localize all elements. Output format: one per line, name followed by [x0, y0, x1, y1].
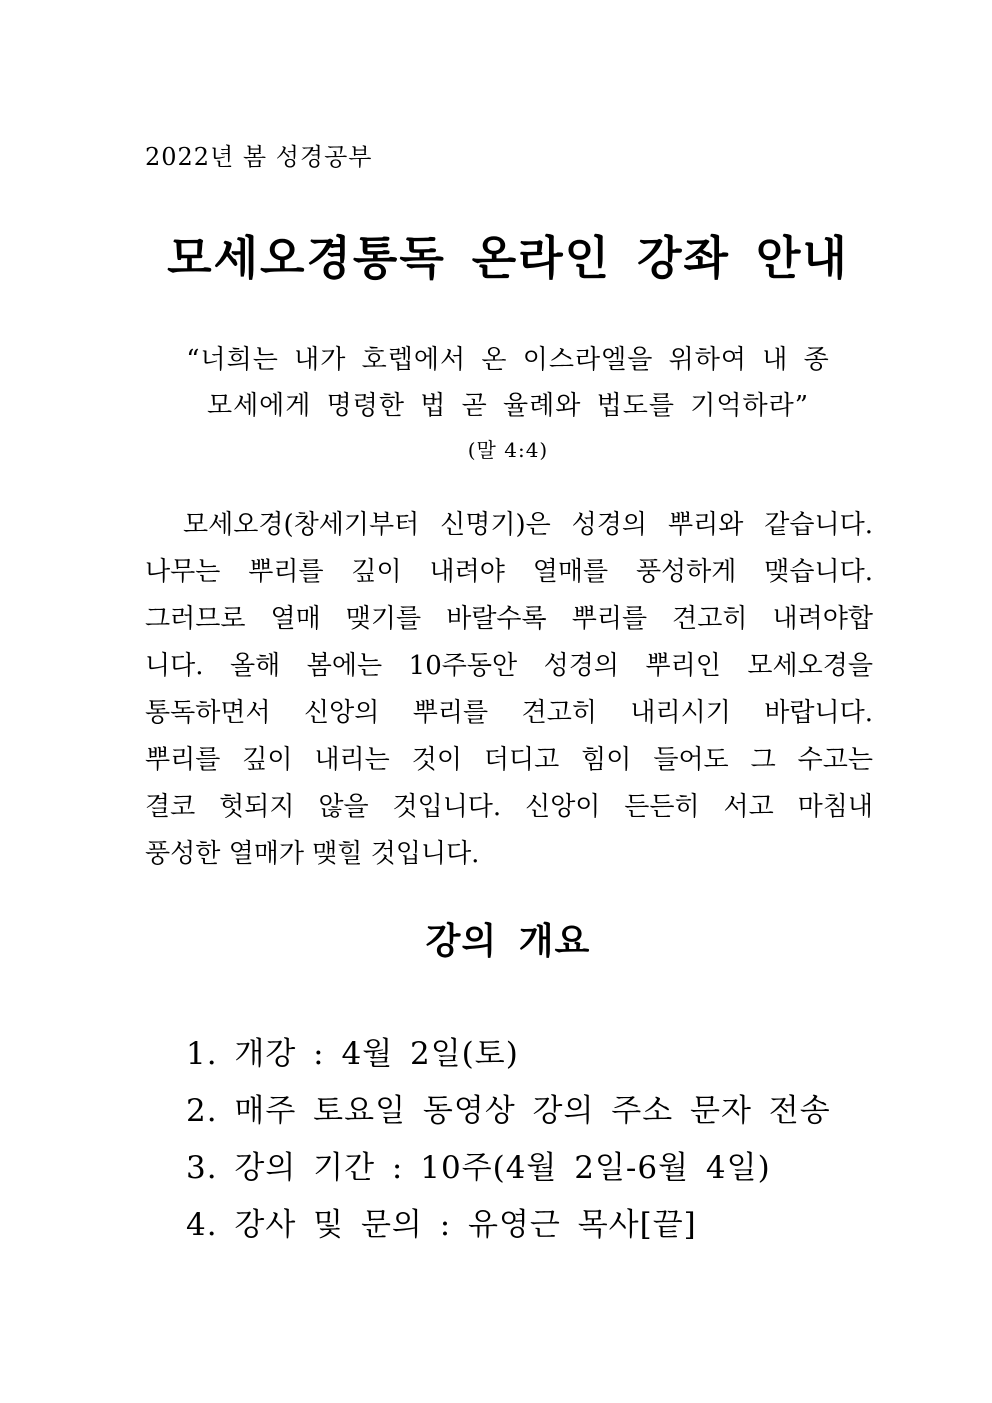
body-line: 모세오경(창세기부터 신명기)은 성경의 뿌리와 같습니다.: [183, 510, 873, 540]
body-line: 나무는 뿌리를 깊이 내려야 열매를 풍성하게 맺습니다.: [145, 557, 873, 587]
overview-item-period: 3. 강의 기간 : 10주(4월 2일-6월 4일): [186, 1150, 771, 1186]
overview-item-instructor: 4. 강사 및 문의 : 유영근 목사[끝]: [186, 1207, 697, 1243]
overview-list: [186, 1026, 831, 1254]
overview-item-start-date: 1. 개강 : 4월 2일(토): [186, 1036, 519, 1072]
scripture-reference: (말 4:4): [467, 438, 549, 462]
body-line: 통독하면서 신앙의 뿌리를 견고히 내리시기 바랍니다.: [145, 698, 873, 728]
body-line: 뿌리를 깊이 내리는 것이 더디고 힘이 들어도 그 수고는: [145, 745, 873, 775]
scripture-quote-line-2: 모세에게 명령한 법 곧 율례와 법도를 기억하라”: [206, 391, 810, 421]
page-title: 모세오경통독 온라인 강좌 안내: [167, 231, 849, 285]
body-line: 결코 헛되지 않을 것입니다. 신앙이 든든히 서고 마침내: [145, 792, 873, 822]
body-line: 풍성한 열매가 맺힐 것입니다.: [145, 839, 480, 869]
section-title: 강의 개요: [425, 921, 591, 962]
scripture-quote-line-1: “너희는 내가 호렙에서 온 이스라엘을 위하여 내 종: [186, 345, 830, 375]
body-line: 그러므로 열매 맺기를 바랄수록 뿌리를 견고히 내려야합: [145, 604, 873, 634]
document-header: 2022년 봄 성경공부: [145, 143, 373, 171]
overview-item-weekly-notice: 2. 매주 토요일 동영상 강의 주소 문자 전송: [186, 1093, 831, 1129]
body-line: 니다. 올해 봄에는 10주동안 성경의 뿌리인 모세오경을: [145, 651, 873, 681]
body-paragraph: [145, 502, 873, 878]
